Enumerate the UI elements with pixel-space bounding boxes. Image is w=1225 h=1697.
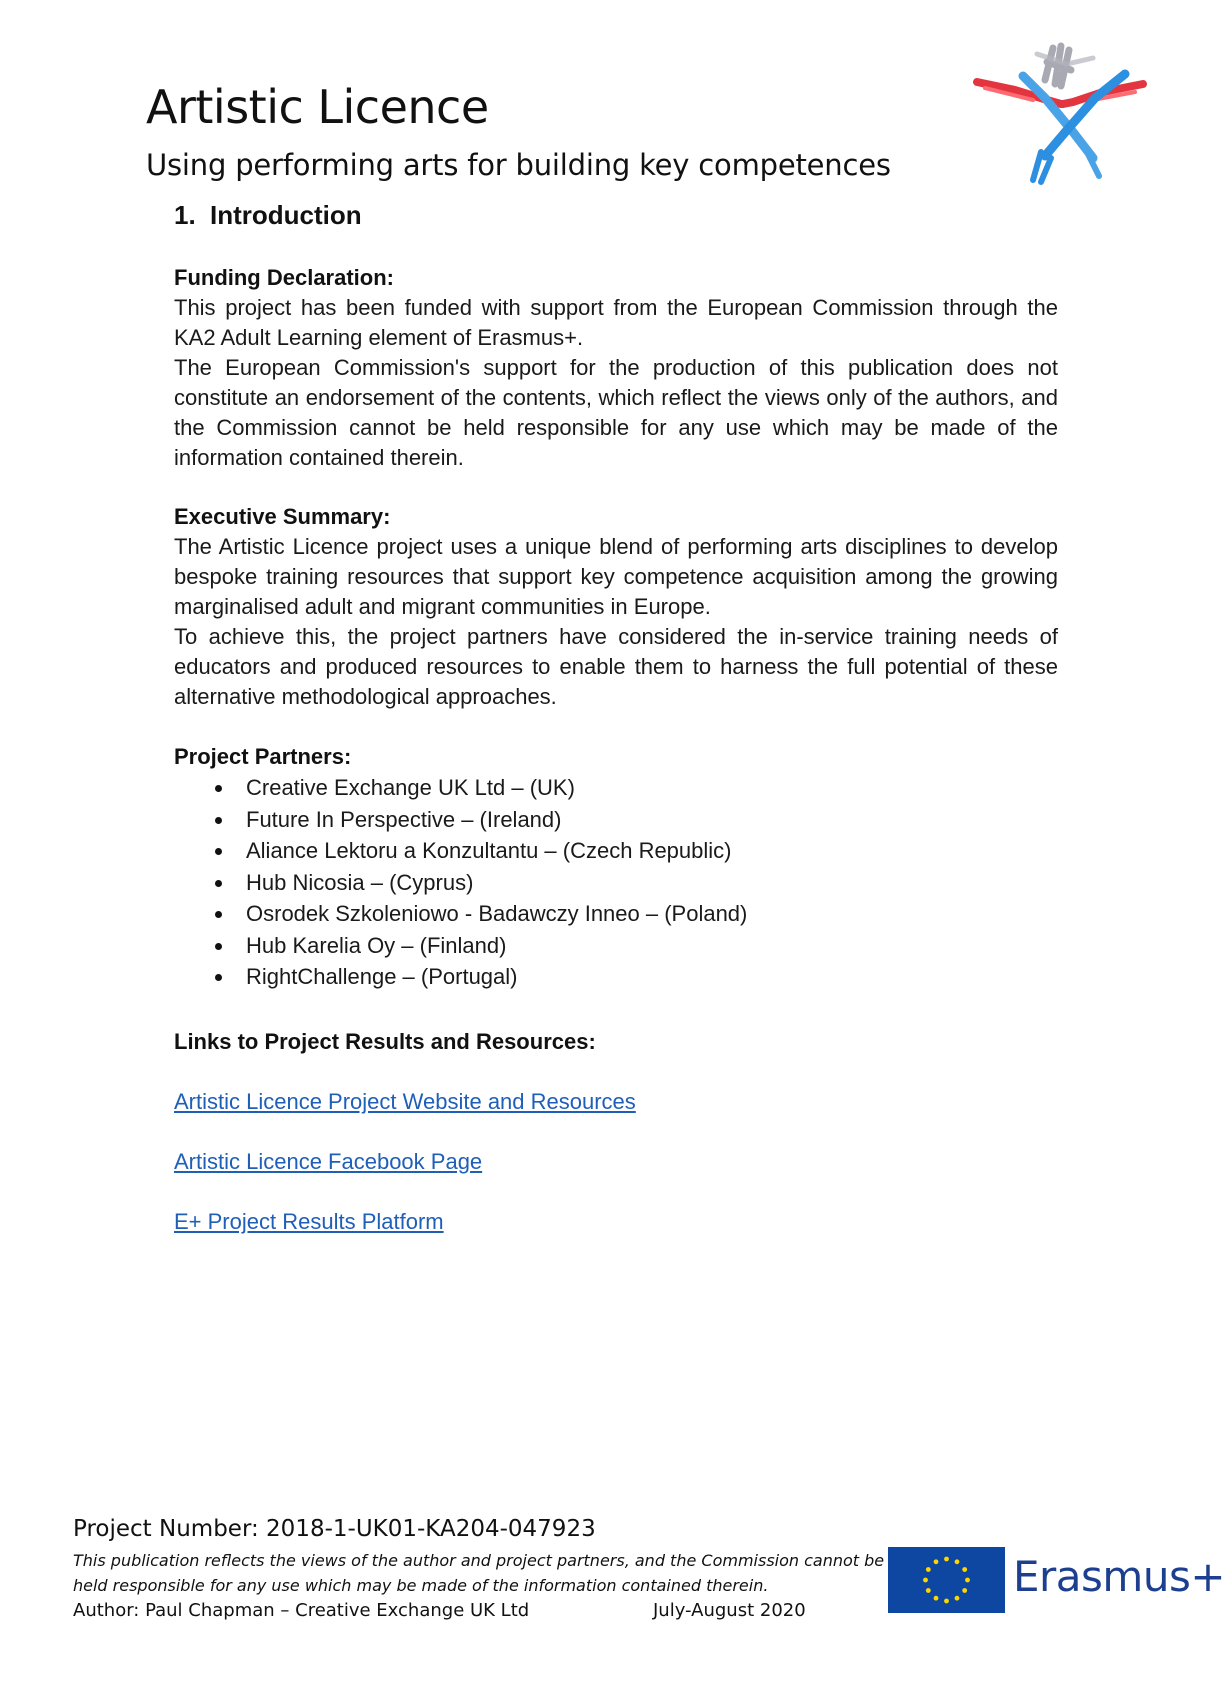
partners-list [174, 772, 1058, 993]
summary-paragraph: The Artistic Licence project uses a unique blend of performing arts disciplines to develop bespoke training resources that support key competence acquisition among the growing marginalised adult and migrant communities in Europe. [174, 534, 1058, 619]
partners-heading: Project Partners: [174, 744, 352, 769]
list-item: Hub Karelia Oy – (Finland) [174, 930, 1058, 962]
eu-star [965, 1578, 970, 1583]
list-item: Hub Nicosia – (Cyprus) [174, 867, 1058, 899]
eu-star [944, 1557, 949, 1562]
eu-star [926, 1588, 931, 1593]
section-number: 1. [174, 200, 196, 230]
funding-declaration [174, 263, 1058, 473]
eu-star [955, 1596, 960, 1601]
summary-heading: Executive Summary: [174, 504, 391, 529]
facebook-page-link[interactable]: Artistic Licence Facebook Page [174, 1149, 483, 1174]
funding-paragraph: The European Commission's support for the production of this publication does not constitute an endorsement of the contents, which reflect the views only of the authors, and the Commission cannot be held responsible for any use which may be made of the information contained therein. [174, 355, 1058, 470]
summary-paragraph: To achieve this, the project partners have considered the in-service training needs of educators and produced resources to enable them to harness the full potential of these alternative methodological approaches. [174, 624, 1058, 709]
eu-star [962, 1567, 967, 1572]
footer-date: July-August 2020 [653, 1600, 806, 1621]
document-subtitle: Using performing arts for building key competences [146, 148, 891, 182]
project-number: Project Number: 2018-1-UK01-KA204-047923 [73, 1516, 596, 1542]
list-item: Osrodek Szkoleniowo - Badawczy Inneo – (Poland) [174, 898, 1058, 930]
eu-star [962, 1588, 967, 1593]
funding-paragraph: This project has been funded with support from the European Commission through the KA2 Adult Learning element of Erasmus+. [174, 295, 1058, 350]
links-heading: Links to Project Results and Resources: [174, 1029, 596, 1054]
eu-star [934, 1596, 939, 1601]
list-item: Creative Exchange UK Ltd – (UK) [174, 772, 1058, 804]
artistic-licence-star-logo-icon [975, 40, 1145, 185]
project-results-platform-link[interactable]: E+ Project Results Platform [174, 1209, 444, 1234]
eu-star [923, 1578, 928, 1583]
eu-star [926, 1567, 931, 1572]
section-heading [174, 200, 362, 231]
funding-heading: Funding Declaration: [174, 265, 394, 290]
footer-disclaimer: This publication reflects the views of the author and project partners, and the Commission cannot be held responsible for any use which may be made of the information contained therein. [73, 1551, 885, 1595]
executive-summary [174, 502, 1058, 712]
list-item: Aliance Lektoru a Konzultantu – (Czech Republic) [174, 835, 1058, 867]
links-heading-block [174, 1027, 1058, 1057]
eu-flag-icon [888, 1547, 1005, 1613]
project-partners [174, 742, 1058, 993]
list-item: RightChallenge – (Portugal) [174, 961, 1058, 993]
erasmus-plus-logo-text: Erasmus+ [1013, 1552, 1225, 1601]
eu-star [934, 1559, 939, 1564]
eu-star [944, 1599, 949, 1604]
section-title: Introduction [210, 200, 362, 230]
project-website-link[interactable]: Artistic Licence Project Website and Resources [174, 1089, 636, 1114]
eu-star [955, 1559, 960, 1564]
list-item: Future In Perspective – (Ireland) [174, 804, 1058, 836]
footer-author: Author: Paul Chapman – Creative Exchange UK Ltd [73, 1600, 530, 1621]
document-title: Artistic Licence [146, 80, 489, 134]
